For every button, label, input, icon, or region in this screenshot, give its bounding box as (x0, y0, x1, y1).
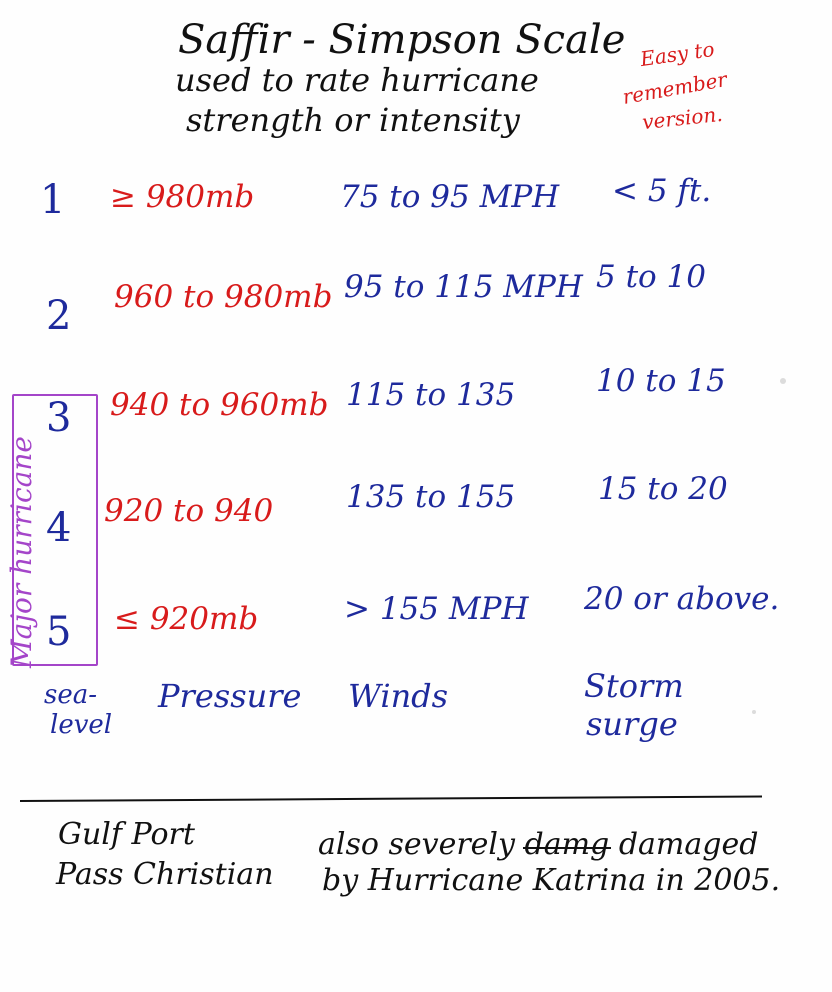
title-line-2: used to rate hurricane (175, 61, 539, 99)
winds-4: 135 to 155 (346, 479, 516, 515)
note-line-3: version. (640, 101, 724, 135)
category-3: 3 (46, 395, 72, 441)
title-line-1: Saffir - Simpson Scale (178, 17, 626, 63)
paper-speck (780, 378, 786, 384)
footer-left-line-1: Gulf Port (58, 817, 195, 852)
pressure-4: 920 to 940 (104, 493, 274, 529)
surge-4: 15 to 20 (598, 471, 728, 507)
winds-2: 95 to 115 MPH (344, 269, 583, 305)
note-line-1: Easy to (638, 36, 716, 72)
winds-5: > 155 MPH (344, 591, 529, 627)
pressure-column-label: Pressure (158, 677, 302, 715)
surge-2: 5 to 10 (596, 259, 706, 295)
footer-right-text-b: damaged (618, 827, 759, 862)
footer-right-line-2: by Hurricane Katrina in 2005. (322, 863, 781, 898)
footer-struck-word: damg (524, 827, 610, 862)
category-5: 5 (46, 609, 72, 655)
footer-right-text-a: also severely (318, 827, 515, 862)
pressure-3: 940 to 960mb (110, 387, 329, 423)
pressure-5: ≤ 920mb (114, 601, 259, 637)
title-line-3: strength or intensity (186, 101, 520, 139)
winds-column-label: Winds (348, 677, 449, 715)
pressure-1: ≥ 980mb (110, 179, 255, 215)
category-1: 1 (40, 177, 66, 223)
winds-3: 115 to 135 (346, 377, 516, 413)
surge-3: 10 to 15 (596, 363, 726, 399)
footer-right-line-1 (318, 827, 759, 862)
sea-level-label-1: sea- (44, 680, 98, 710)
winds-1: 75 to 95 MPH (340, 179, 560, 215)
divider-line (20, 795, 762, 802)
paper-speck (752, 710, 756, 714)
footer-left-line-2: Pass Christian (56, 857, 274, 892)
category-2: 2 (46, 293, 72, 339)
surge-5: 20 or above. (584, 581, 780, 617)
storm-surge-label-1: Storm (584, 667, 684, 705)
storm-surge-label-2: surge (586, 705, 678, 743)
note-line-2: remember (620, 67, 729, 109)
category-4: 4 (46, 505, 72, 551)
sea-level-label-2: level (50, 710, 113, 740)
pressure-2: 960 to 980mb (114, 279, 333, 315)
surge-1: < 5 ft. (612, 173, 712, 209)
major-hurricane-label: Major hurricane (5, 436, 38, 668)
